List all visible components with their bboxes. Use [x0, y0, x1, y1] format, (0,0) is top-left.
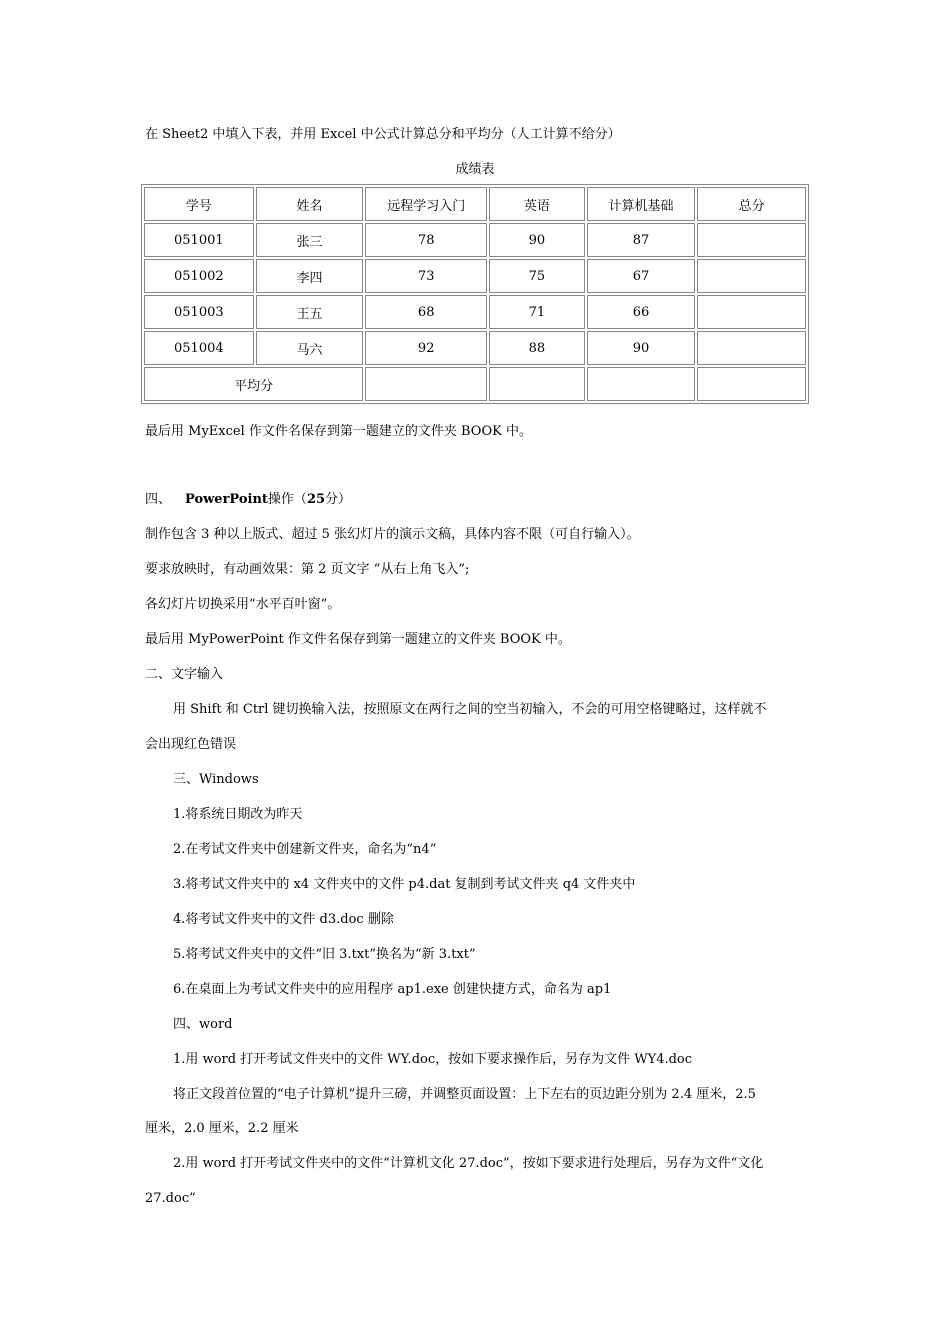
windows-heading: 三、Windows [173, 772, 259, 787]
table-cell [697, 223, 806, 257]
table-cell: 68 [365, 295, 487, 329]
header-cell: 总分 [697, 187, 806, 221]
table-header-row [144, 187, 806, 221]
intro-text: 在 Sheet2 中填入下表，并用 Excel 中公式计算总分和平均分（人工计算不给分） [145, 127, 621, 142]
table-cell: 051003 [144, 295, 254, 329]
table-cell: 71 [489, 295, 585, 329]
table-cell: 73 [365, 259, 487, 293]
table-cell [697, 367, 806, 401]
windows-item: 1.将系统日期改为昨天 [173, 807, 303, 822]
powerpoint-heading-score: 25 [306, 492, 326, 507]
table-cell [489, 367, 585, 401]
windows-item: 2.在考试文件夹中创建新文件夹，命名为“n4” [173, 842, 437, 857]
header-cell: 英语 [489, 187, 585, 221]
word-item-detail: 将正文段首位置的“电子计算机”提升三磅，并调整页面设置：上下左右的页边距分别为 2.4 厘米，2.5 [173, 1087, 756, 1102]
table-average-row [144, 367, 806, 401]
windows-item: 5.将考试文件夹中的文件“旧 3.txt”换名为“新 3.txt” [173, 947, 476, 962]
table-cell: 78 [365, 223, 487, 257]
header-cell: 学号 [144, 187, 254, 221]
text-input-line: 用 Shift 和 Ctrl 键切换输入法，按照原文在两行之间的空当初输入，不会的可用空格键略过，这样就不 [173, 702, 767, 717]
table-cell: 051001 [144, 223, 254, 257]
table-cell: 90 [587, 331, 696, 365]
table-cell: 张三 [256, 223, 364, 257]
table-cell [697, 331, 806, 365]
table-cell: 88 [489, 331, 585, 365]
table-cell: 李四 [256, 259, 364, 293]
table-cell [697, 295, 806, 329]
windows-item: 6.在桌面上为考试文件夹中的应用程序 ap1.exe 创建快捷方式，命名为 ap1 [173, 982, 612, 997]
powerpoint-line: 要求放映时，有动画效果：第 2 页文字 “从右上角飞入”; [145, 562, 470, 577]
table-cell: 67 [587, 259, 696, 293]
powerpoint-line: 各幻灯片切换采用“水平百叶窗”。 [145, 597, 341, 612]
powerpoint-line: 最后用 MyPowerPoint 作文件名保存到第一题建立的文件夹 BOOK 中。 [145, 632, 571, 647]
word-heading: 四、word [173, 1017, 233, 1032]
header-cell: 计算机基础 [587, 187, 696, 221]
table-row [144, 259, 806, 293]
powerpoint-heading-num: 四、 [145, 492, 172, 507]
table-cell [365, 367, 487, 401]
grades-table [141, 184, 809, 404]
table-cell: 90 [489, 223, 585, 257]
table-cell: 92 [365, 331, 487, 365]
header-cell: 姓名 [256, 187, 364, 221]
text-input-line: 会出现红色错误 [145, 737, 237, 752]
table-row [144, 223, 806, 257]
powerpoint-heading-unit: 分） [325, 492, 352, 507]
word-item-detail: 厘米，2.0 厘米，2.2 厘米 [145, 1121, 299, 1136]
save-excel-note: 最后用 MyExcel 作文件名保存到第一题建立的文件夹 BOOK 中。 [145, 424, 532, 439]
table-cell: 王五 [256, 295, 364, 329]
word-item: 27.doc” [145, 1191, 196, 1206]
powerpoint-heading [145, 491, 351, 509]
table-cell: 051004 [144, 331, 254, 365]
windows-item: 3.将考试文件夹中的 x4 文件夹中的文件 p4.dat 复制到考试文件夹 q4 文件夹中 [173, 877, 636, 892]
average-label-cell: 平均分 [144, 367, 363, 401]
table-cell: 051002 [144, 259, 254, 293]
text-input-heading: 二、文字输入 [145, 667, 224, 682]
table-cell: 66 [587, 295, 696, 329]
word-item: 1.用 word 打开考试文件夹中的文件 WY.doc，按如下要求操作后，另存为文件 WY4.doc [173, 1052, 693, 1067]
table-cell [587, 367, 696, 401]
header-cell: 远程学习入门 [365, 187, 487, 221]
table-cell [697, 259, 806, 293]
table-cell: 87 [587, 223, 696, 257]
word-item: 2.用 word 打开考试文件夹中的文件“计算机文化 27.doc”，按如下要求进行处理后，另存为文件“文化 [173, 1156, 764, 1171]
table-row [144, 331, 806, 365]
powerpoint-heading-title: PowerPoint [185, 492, 268, 507]
table-row [144, 295, 806, 329]
table-cell: 75 [489, 259, 585, 293]
table-cell: 马六 [256, 331, 364, 365]
table-title: 成绩表 [455, 162, 495, 177]
powerpoint-heading-op: 操作（ [267, 492, 307, 507]
powerpoint-line: 制作包含 3 种以上版式、超过 5 张幻灯片的演示文稿，具体内容不限（可自行输入）。 [145, 527, 640, 542]
windows-item: 4.将考试文件夹中的文件 d3.doc 删除 [173, 912, 394, 927]
